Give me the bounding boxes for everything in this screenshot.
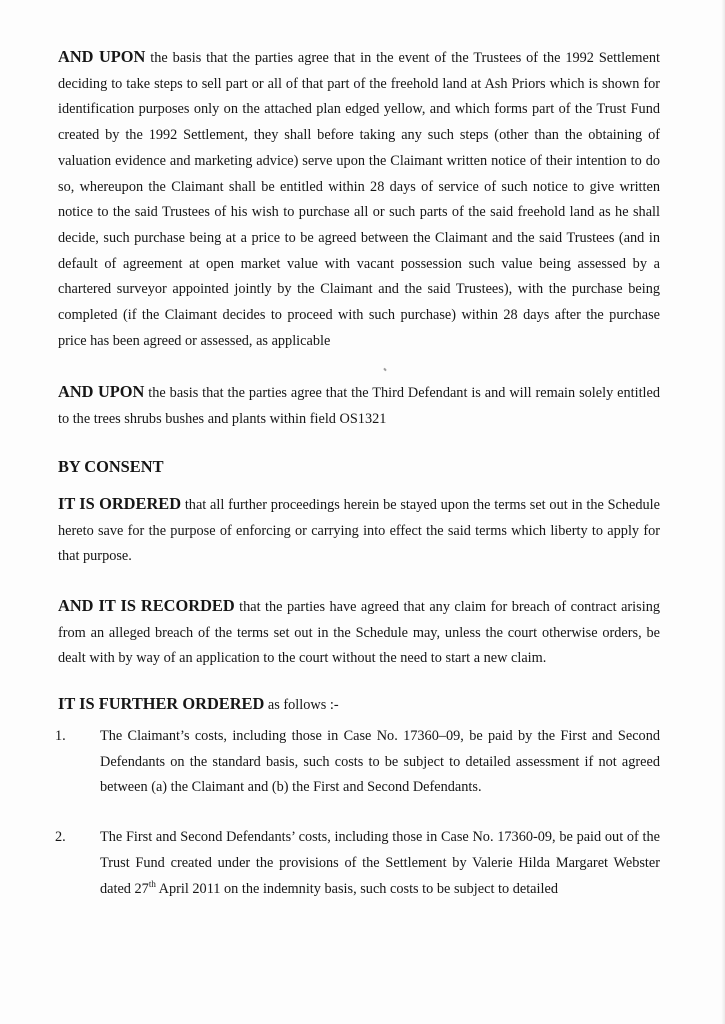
item-number: 1. — [55, 728, 66, 745]
paragraph-it-is-ordered — [58, 491, 660, 570]
paragraph-lead: IT IS ORDERED — [58, 493, 182, 513]
paragraph-text: that the parties have agreed that any claim for breach of contract arising from an alleged breach of the terms set out in the Schedule may, unless the court otherwise orders, be dealt with by way of an application to the court without the need to start a new claim. — [58, 598, 660, 667]
order-item-1 — [55, 724, 660, 801]
paragraph-and-upon-sale — [58, 44, 660, 354]
item-text: The First and Second Defendants’ costs, including those in Case No. 17360-09, be paid out of the Trust Fund created under the provisions of the Settlement by Valerie Hilda Margaret Webster dated 27 — [100, 829, 660, 897]
paragraph-text: the basis that the parties agree that in the event of the Trustees of the 1992 Settlement deciding to take steps to sell part or all of that part of the freehold land at Ash Priors which is shown for identification purposes only on the attached plan edged yellow, and which forms part of the Trust Fund created by the 1992 Settlement, they shall before taking any such steps (other than the obtaining of valuation evidence and marketing advice) serve upon the Claimant written notice of their intention to do so, whereupon the Claimant shall be entitled within 28 days of service of such notice to give written notice to the said Trustees of his wish to purchase all or such parts of the said freehold land as he shall decide, such purchase being at a price to be agreed between the Claimant and the said Trustees (and in default of agreement at open market value with vacant possession such value being assessed by a chartered surveyor appointed jointly by the Claimant and the said Trustees), with the purchase being completed (if the Claimant decides to proceed with such purchase) within 28 days after the purchase price has been agreed or assessed, as applicable — [58, 50, 661, 349]
scan-edge-shadow — [721, 0, 725, 1024]
paragraph-lead: AND UPON — [58, 382, 145, 402]
by-consent-heading: BY CONSENT — [58, 456, 164, 476]
paragraph-text: the basis that the parties agree that the Third Defendant is and will remain solely entitled to the trees shrubs bushes and plants within field OS1321 — [58, 385, 661, 428]
paragraph-lead: AND UPON — [58, 47, 146, 66]
order-item-2 — [55, 825, 660, 902]
item-text-continued: April 2011 on the indemnity basis, such costs to be subject to detailed — [155, 880, 558, 897]
heading-lead: IT IS FURTHER ORDERED — [58, 694, 265, 714]
paragraph-it-is-recorded — [58, 593, 660, 672]
ordinal-suffix: th — [148, 878, 156, 889]
document-body — [55, 44, 661, 902]
further-ordered-heading — [58, 694, 660, 714]
paragraph-lead: AND IT IS RECORDED — [58, 595, 235, 615]
item-text: The Claimant’s costs, including those in Case No. 17360–09, be paid by the First and Second Defendants on the standard basis, such costs to be subject to detailed assessment if not agreed between (a) the Claimant and (b) the First and Second Defendants. — [100, 728, 660, 796]
paragraph-text: that all further proceedings herein be stayed upon the terms set out in the Schedule hereto save for the purpose of enforcing or carrying into effect the said terms which liberty to apply for that purpose. — [58, 496, 660, 565]
heading-rest: as follows :- — [264, 697, 339, 714]
paragraph-and-upon-trees — [58, 379, 660, 432]
item-number: 2. — [55, 829, 66, 846]
